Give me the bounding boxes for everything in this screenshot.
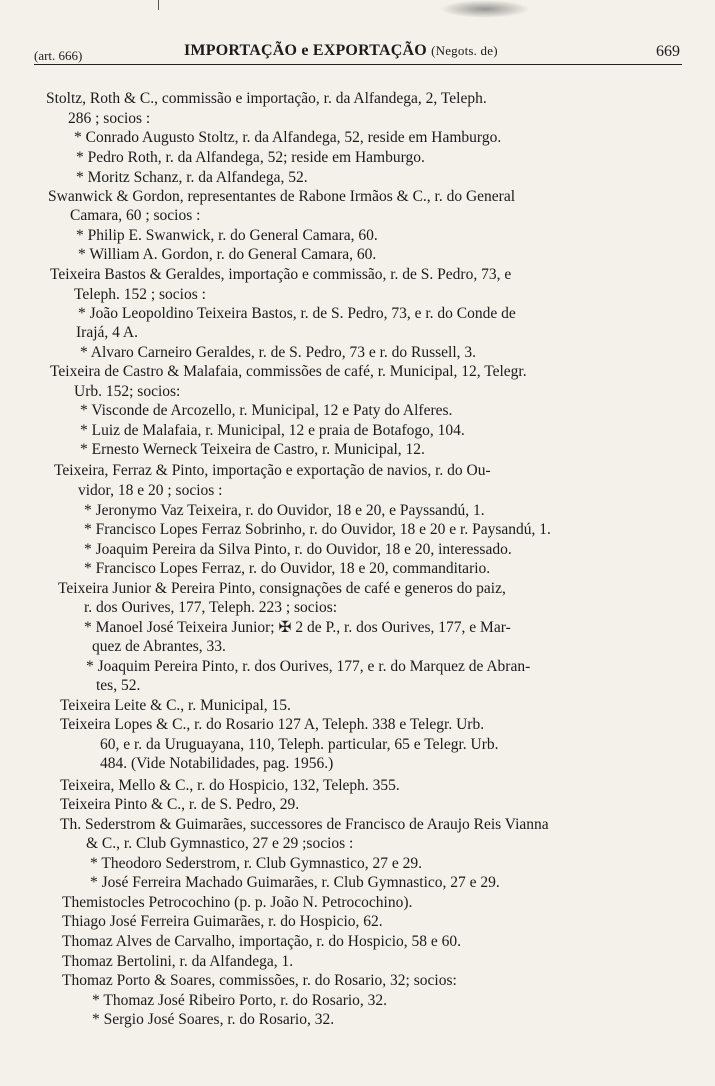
entry-line: Themistocles Petrocochino (p. p. João N. Petrocochino). — [62, 894, 413, 911]
entry-line: Teixeira Pinto & C., r. de S. Pedro, 29. — [60, 796, 300, 813]
entry-line: * Ernesto Werneck Teixeira de Castro, r. Municipal, 12. — [80, 441, 425, 458]
entry-line: vidor, 18 e 20 ; socios : — [78, 482, 223, 499]
entry-line: Teixeira, Mello & C., r. do Hospicio, 132, Teleph. 355. — [60, 777, 400, 794]
entry-line: * Joaquim Pereira da Silva Pinto, r. do Ouvidor, 18 e 20, interessado. — [84, 541, 512, 558]
entry-line: * Francisco Lopes Ferraz, r. do Ouvidor, 18 e 20, commanditario. — [84, 560, 491, 577]
entry-line: 286 ; socios : — [68, 110, 151, 127]
entry-line: * Alvaro Carneiro Geraldes, r. de S. Pedro, 73 e r. do Russell, 3. — [80, 344, 477, 361]
page-title — [184, 42, 498, 60]
entry-line: * Manoel José Teixeira Junior; ✠ 2 de P., r. dos Ourives, 177, e Mar- — [84, 619, 511, 636]
entry-line: Teleph. 152 ; socios : — [74, 286, 206, 303]
entry-line: * Luiz de Malafaia, r. Municipal, 12 e praia de Botafogo, 104. — [80, 422, 465, 439]
entry-line: Teixeira de Castro & Malafaia, commissões de café, r. Municipal, 12, Telegr. — [50, 363, 527, 380]
entry-line: tes, 52. — [96, 677, 141, 694]
entry-line: * Conrado Augusto Stoltz, r. da Alfandega, 52, reside em Hamburgo. — [74, 129, 502, 146]
entry-line: Teixeira Bastos & Geraldes, importação e commissão, r. de S. Pedro, 73, e — [50, 266, 512, 283]
entry-line: Thomaz Alves de Carvalho, importação, r. do Hospicio, 58 e 60. — [62, 933, 462, 950]
entry-line: Th. Sederstrom & Guimarães, successores de Francisco de Araujo Reis Vianna — [60, 816, 549, 833]
entry-line: * Pedro Roth, r. da Alfandega, 52; reside em Hamburgo. — [76, 149, 425, 166]
entry-line: Teixeira Junior & Pereira Pinto, consignações de café e generos do paiz, — [58, 580, 506, 597]
page-header — [34, 40, 682, 65]
entry-line: * Moritz Schanz, r. da Alfandega, 52. — [76, 169, 308, 186]
entry-line: Thiago José Ferreira Guimarães, r. do Hospicio, 62. — [62, 913, 383, 930]
entry-line: * Philip E. Swanwick, r. do General Camara, 60. — [76, 227, 378, 244]
entry-line: r. dos Ourives, 177, Teleph. 223 ; socios: — [84, 599, 338, 616]
page-title-sub: (Negots. de) — [431, 43, 498, 58]
entry-line: Irajá, 4 A. — [76, 324, 138, 341]
entry-line: Stoltz, Roth & C., commissão e importação, r. da Alfandega, 2, Teleph. — [46, 90, 487, 107]
entry-line: quez de Abrantes, 33. — [92, 638, 226, 655]
entry-line: Teixeira, Ferraz & Pinto, importação e exportação de navios, r. do Ou- — [54, 462, 491, 479]
entry-line: * José Ferreira Machado Guimarães, r. Club Gymnastico, 27 e 29. — [90, 874, 500, 891]
entry-line: & C., r. Club Gymnastico, 27 e 29 ;socios : — [86, 835, 354, 852]
entry-line: * Joaquim Pereira Pinto, r. dos Ourives, 177, e r. do Marquez de Abran- — [86, 658, 531, 675]
page-number: 669 — [656, 43, 680, 60]
entry-line: Urb. 152; socios: — [74, 383, 181, 400]
entry-line: * Sergio José Soares, r. do Rosario, 32. — [92, 1011, 335, 1028]
entry-line: Teixeira Leite & C., r. Municipal, 15. — [60, 697, 291, 714]
entry-line: 60, e r. da Uruguayana, 110, Teleph. particular, 65 e Telegr. Urb. — [100, 736, 499, 753]
entry-line: * Thomaz José Ribeiro Porto, r. do Rosario, 32. — [92, 992, 388, 1009]
entry-line: Camara, 60 ; socios : — [70, 207, 201, 224]
entry-line: Thomaz Porto & Soares, commissões, r. do Rosario, 32; socios: — [62, 972, 457, 989]
entry-line: * Visconde de Arcozello, r. Municipal, 12 e Paty do Alferes. — [80, 402, 453, 419]
entry-line: * João Leopoldino Teixeira Bastos, r. de S. Pedro, 73, e r. do Conde de — [78, 305, 516, 322]
entry-line: * Theodoro Sederstrom, r. Club Gymnastico, 27 e 29. — [90, 855, 423, 872]
entry-line: * Francisco Lopes Ferraz Sobrinho, r. do Ouvidor, 18 e 20 e r. Paysandú, 1. — [84, 521, 551, 538]
entry-line: * William A. Gordon, r. do General Camara, 60. — [78, 246, 377, 263]
entry-line: 484. (Vide Notabilidades, pag. 1956.) — [100, 755, 334, 772]
entry-line: Thomaz Bertolini, r. da Alfandega, 1. — [62, 953, 294, 970]
scan-mark — [158, 0, 159, 10]
entry-line: Swanwick & Gordon, representantes de Rabone Irmãos & C., r. do General — [48, 188, 516, 205]
entry-line: * Jeronymo Vaz Teixeira, r. do Ouvidor, 18 e 20, e Payssandú, 1. — [84, 502, 485, 519]
print-smudge — [440, 0, 530, 18]
entry-line: Teixeira Lopes & C., r. do Rosario 127 A, Teleph. 338 e Telegr. Urb. — [60, 716, 485, 733]
article-reference: (art. 666) — [34, 48, 83, 63]
page-title-main: IMPORTAÇÃO e EXPORTAÇÃO — [184, 42, 427, 59]
